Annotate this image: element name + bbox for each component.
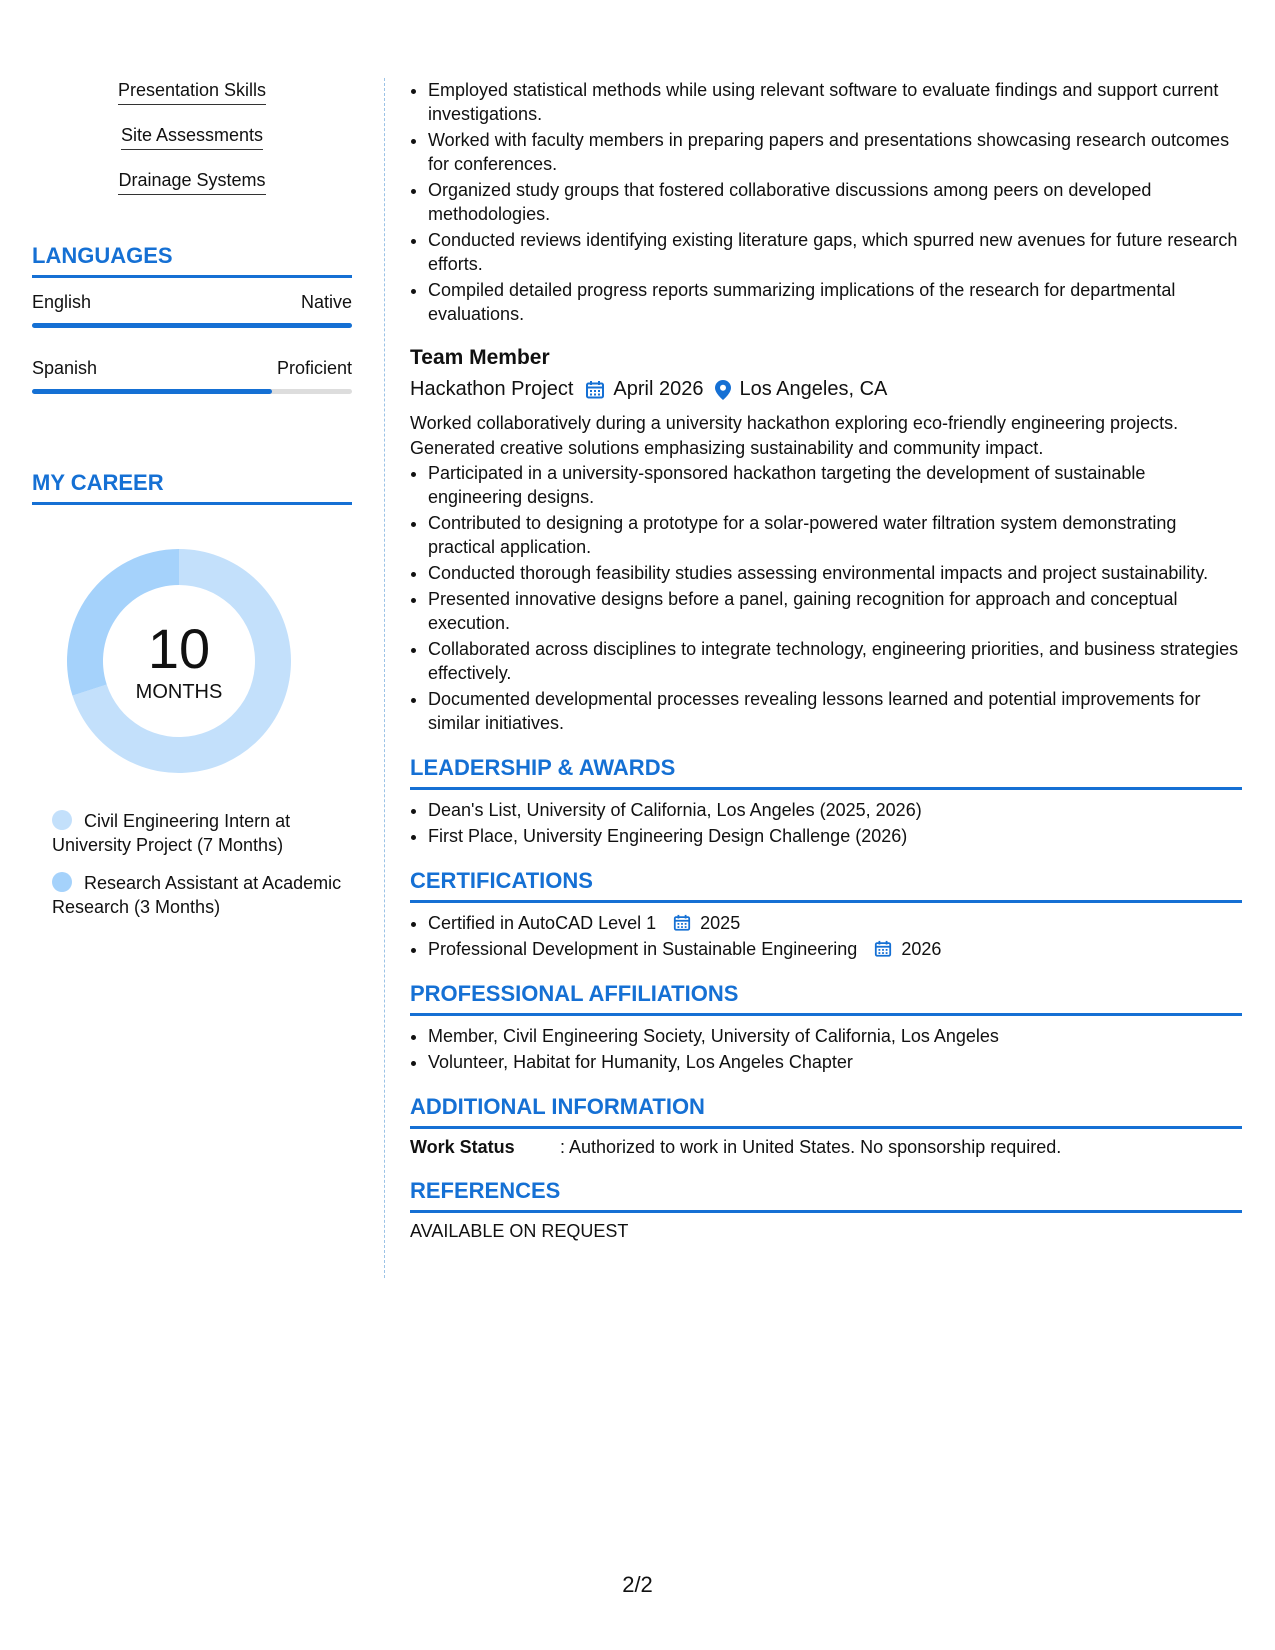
legend-dot xyxy=(52,872,72,892)
career-legend-label: Civil Engineering Intern at University Project (7 Months) xyxy=(52,811,291,855)
languages-heading: LANGUAGES xyxy=(32,243,352,278)
list-item: • Documented developmental processes revealing lessons learned and potential improvements for similar initiatives. xyxy=(428,687,1242,735)
leadership-section xyxy=(410,755,1242,848)
research-bullets xyxy=(410,78,1242,326)
list-item: • Organized study groups that fostered collaborative discussions among peers on developed methodologies. xyxy=(428,178,1242,226)
certification-year: 2025 xyxy=(700,913,741,933)
certification-name: Certified in AutoCAD Level 1 xyxy=(428,913,657,933)
language-item xyxy=(32,292,352,328)
location-pin-icon xyxy=(715,380,731,400)
list-item: • Conducted thorough feasibility studies assessing environmental impacts and project sustainability. xyxy=(428,561,1242,585)
list-item: • Employed statistical methods while using relevant software to evaluate findings and support current investigations. xyxy=(428,78,1242,126)
leadership-heading: LEADERSHIP & AWARDS xyxy=(410,755,1242,790)
page-number: 2/2 xyxy=(622,1572,653,1597)
calendar-icon xyxy=(874,940,892,958)
list-item: • Collaborated across disciplines to integrate technology, engineering priorities, and business strategies effectively. xyxy=(428,637,1242,685)
language-level: Proficient xyxy=(276,358,352,378)
affiliations-section xyxy=(410,981,1242,1074)
work-status-value: : Authorized to work in United States. No sponsorship required. xyxy=(560,1137,1062,1157)
language-proficiency-fill xyxy=(32,389,272,394)
additional-info-section xyxy=(410,1094,1242,1158)
affiliations-heading: PROFESSIONAL AFFILIATIONS xyxy=(410,981,1242,1016)
skills-list xyxy=(32,78,352,213)
skill-item: Site Assessments xyxy=(121,123,263,150)
career-legend xyxy=(52,809,352,919)
certification-item xyxy=(428,937,1242,961)
career-section xyxy=(32,470,352,919)
career-donut-chart xyxy=(67,549,291,773)
job-description: Worked collaboratively during a university hackathon exploring eco-friendly engineering projects. Generated creative solutions emphasizing sustainability and community impact. xyxy=(410,413,1179,458)
column-divider xyxy=(384,78,385,1278)
certification-item xyxy=(428,911,1242,935)
list-item: • First Place, University Engineering Design Challenge (2026) xyxy=(428,824,1242,848)
list-item: • Volunteer, Habitat for Humanity, Los Angeles Chapter xyxy=(428,1050,1242,1074)
language-proficiency-fill xyxy=(32,323,352,328)
work-status-row xyxy=(410,1137,1242,1158)
list-item: • Member, Civil Engineering Society, University of California, Los Angeles xyxy=(428,1024,1242,1048)
list-item: • Worked with faculty members in preparing papers and presentations showcasing research outcomes for conferences. xyxy=(428,128,1242,176)
language-item xyxy=(32,358,352,394)
references-heading: REFERENCES xyxy=(410,1178,1242,1213)
job-org: Hackathon Project xyxy=(410,378,574,400)
left-column xyxy=(32,78,352,933)
language-proficiency-bar xyxy=(32,323,352,328)
list-item: • Presented innovative designs before a panel, gaining recognition for approach and conceptual execution. xyxy=(428,587,1242,635)
career-legend-item xyxy=(52,871,352,919)
skill-item: Presentation Skills xyxy=(118,78,266,105)
references-section xyxy=(410,1178,1242,1242)
language-name: Spanish xyxy=(32,358,98,378)
references-text: AVAILABLE ON REQUEST xyxy=(410,1221,629,1241)
skill-item: Drainage Systems xyxy=(118,168,265,195)
career-heading: MY CAREER xyxy=(32,470,352,505)
work-status-label: Work Status xyxy=(410,1137,515,1157)
career-legend-label: Research Assistant at Academic Research (3 Months) xyxy=(52,873,342,917)
certifications-heading: CERTIFICATIONS xyxy=(410,868,1242,903)
job-meta xyxy=(410,378,1242,401)
language-proficiency-bar xyxy=(32,389,352,394)
certification-year: 2026 xyxy=(901,939,942,959)
language-name: English xyxy=(32,292,92,312)
list-item: • Conducted reviews identifying existing literature gaps, which spurred new avenues for future research efforts. xyxy=(428,228,1242,276)
career-total-unit: MONTHS xyxy=(135,681,223,703)
job-title: Team Member xyxy=(410,346,550,369)
job-date: April 2026 xyxy=(613,378,704,400)
legend-dot xyxy=(52,810,72,830)
job-bullets xyxy=(410,461,1242,735)
language-level: Native xyxy=(300,292,352,312)
list-item: • Contributed to designing a prototype for a solar-powered water filtration system demonstrating practical application. xyxy=(428,511,1242,559)
career-legend-item xyxy=(52,809,352,857)
calendar-icon xyxy=(673,914,691,932)
languages-section xyxy=(32,243,352,394)
list-item: • Compiled detailed progress reports summarizing implications of the research for departmental evaluations. xyxy=(428,278,1242,326)
right-column xyxy=(410,78,1242,1242)
job-entry xyxy=(410,346,1242,735)
calendar-icon xyxy=(585,380,605,400)
career-total-value: 10 xyxy=(147,617,211,680)
additional-info-heading: ADDITIONAL INFORMATION xyxy=(410,1094,1242,1129)
job-location: Los Angeles, CA xyxy=(739,378,888,400)
certifications-section xyxy=(410,868,1242,961)
certification-name: Professional Development in Sustainable Engineering xyxy=(428,939,858,959)
list-item: • Participated in a university-sponsored hackathon targeting the development of sustainable engineering designs. xyxy=(428,461,1242,509)
list-item: • Dean's List, University of California, Los Angeles (2025, 2026) xyxy=(428,798,1242,822)
